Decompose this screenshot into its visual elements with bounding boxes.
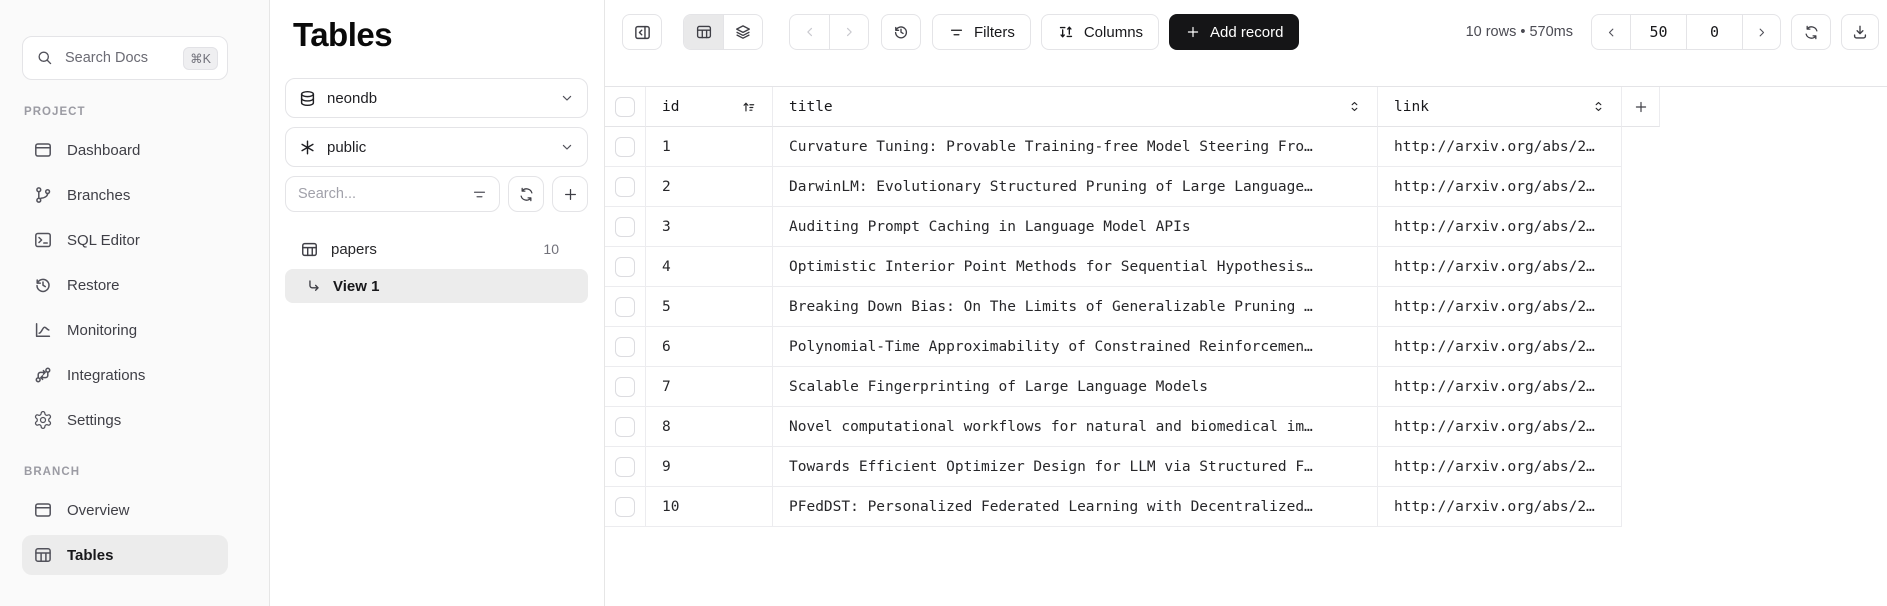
search-docs-label: Search Docs	[65, 50, 149, 66]
cell-link[interactable]: http://arxiv.org/abs/2…	[1378, 487, 1622, 526]
tree-view-label: View 1	[333, 277, 380, 295]
sidebar-item-label: Tables	[67, 546, 114, 564]
filter-lines-icon	[471, 186, 488, 203]
database-icon	[298, 89, 317, 108]
gear-icon	[33, 410, 53, 430]
integrations-icon	[33, 365, 53, 385]
sidebar-item-label: SQL Editor	[67, 231, 140, 249]
header-id-label: id	[662, 98, 680, 115]
toolbar-right	[1466, 14, 1879, 50]
sidebar-item-label: Monitoring	[67, 321, 138, 339]
add-column-button[interactable]	[1622, 87, 1660, 127]
row-checkbox[interactable]	[615, 417, 635, 437]
chevron-down-icon	[559, 139, 575, 155]
sidebar-item-label: Overview	[67, 501, 130, 519]
row-checkbox-cell	[605, 167, 646, 206]
sidebar-item-dashboard[interactable]	[22, 130, 228, 170]
row-checkbox-cell	[605, 487, 646, 526]
sidebar-item-monitoring[interactable]	[22, 310, 228, 350]
grid-header-row	[605, 87, 1887, 127]
table-icon	[33, 545, 53, 565]
nav-forward-button[interactable]	[829, 15, 868, 49]
branch-icon	[33, 185, 53, 205]
grid-body	[605, 127, 1887, 527]
sidebar-item-label: Integrations	[67, 366, 146, 384]
cell-title[interactable]: PFedDST: Personalized Federated Learning with Decentralized…	[773, 487, 1378, 526]
new-table-button[interactable]	[552, 176, 588, 212]
row-checkbox[interactable]	[615, 137, 635, 157]
sidebar-sections	[0, 106, 269, 575]
header-id	[646, 87, 773, 127]
main-content	[605, 0, 1887, 606]
tree-item-papers[interactable]	[285, 232, 588, 266]
table-row[interactable]	[605, 207, 1622, 247]
sort-chevrons-icon[interactable]	[1591, 99, 1606, 114]
refresh-icon	[1803, 24, 1820, 41]
cell-link[interactable]: http://arxiv.org/abs/2…	[1378, 247, 1622, 286]
tree-item-view-1[interactable]	[285, 269, 588, 303]
row-checkbox-cell	[605, 287, 646, 326]
row-checkbox-cell	[605, 207, 646, 246]
row-checkbox[interactable]	[615, 337, 635, 357]
window-icon	[33, 140, 53, 160]
table-row[interactable]	[605, 407, 1622, 447]
plus-icon	[562, 186, 579, 203]
layers-icon	[734, 23, 752, 41]
cell-link[interactable]: http://arxiv.org/abs/2…	[1378, 127, 1622, 166]
app-sidebar	[0, 0, 270, 606]
sidebar-item-overview[interactable]	[22, 490, 228, 530]
cell-id[interactable]: 8	[646, 407, 773, 446]
sidebar-item-integrations[interactable]	[22, 355, 228, 395]
section-label-branch: BRANCH	[24, 466, 81, 478]
chevron-right-icon	[841, 24, 857, 40]
schema-select[interactable]	[285, 127, 588, 167]
cell-title[interactable]: Novel computational workflows for natural and biomedical im…	[773, 407, 1378, 446]
cell-id[interactable]: 1	[646, 127, 773, 166]
row-checkbox-cell	[605, 127, 646, 166]
sidebar-item-sql-editor[interactable]	[22, 220, 228, 260]
header-link-label: link	[1394, 98, 1429, 115]
cell-id[interactable]: 6	[646, 327, 773, 366]
cell-title[interactable]: DarwinLM: Evolutionary Structured Pruning of Large Language…	[773, 167, 1378, 206]
row-checkbox-cell	[605, 327, 646, 366]
refresh-icon	[518, 186, 535, 203]
cell-id[interactable]: 10	[646, 487, 773, 526]
chevron-down-icon	[559, 90, 575, 106]
schema-icon	[298, 138, 317, 157]
table-row[interactable]	[605, 447, 1622, 487]
sidebar-item-branches[interactable]	[22, 175, 228, 215]
header-link	[1378, 87, 1622, 127]
row-checkbox[interactable]	[615, 257, 635, 277]
sidebar-item-restore[interactable]	[22, 265, 228, 305]
grid-view-icon	[695, 23, 713, 41]
row-checkbox[interactable]	[615, 177, 635, 197]
table-search-input[interactable]	[298, 186, 471, 202]
columns-button[interactable]	[1041, 14, 1159, 50]
sidebar-item-label: Restore	[67, 276, 120, 294]
table-row[interactable]	[605, 327, 1622, 367]
sidebar-item-settings[interactable]	[22, 400, 228, 440]
cell-title[interactable]: Curvature Tuning: Provable Training-free Model Steering Fro…	[773, 127, 1378, 166]
sort-ascending-icon[interactable]	[741, 99, 757, 115]
layers-view-toggle[interactable]	[723, 15, 762, 49]
row-checkbox[interactable]	[615, 217, 635, 237]
cell-id[interactable]: 7	[646, 367, 773, 406]
page-next-button[interactable]	[1742, 15, 1780, 49]
header-title-label: title	[789, 98, 833, 115]
database-select-value: neondb	[327, 89, 378, 107]
cell-title[interactable]: Scalable Fingerprinting of Large Language Models	[773, 367, 1378, 406]
cell-id[interactable]: 5	[646, 287, 773, 326]
table-row[interactable]	[605, 367, 1622, 407]
sidebar-item-label: Branches	[67, 186, 131, 204]
history-icon	[892, 23, 910, 41]
chevron-left-icon	[802, 24, 818, 40]
panel-collapse-icon	[633, 23, 652, 42]
database-select[interactable]	[285, 78, 588, 118]
columns-config-icon	[1057, 23, 1075, 41]
row-checkbox[interactable]	[615, 297, 635, 317]
cell-id[interactable]: 3	[646, 207, 773, 246]
table-search-box	[285, 176, 500, 212]
page-prev-button[interactable]	[1592, 15, 1630, 49]
row-checkbox[interactable]	[615, 497, 635, 517]
cell-id[interactable]: 9	[646, 447, 773, 486]
history-nav	[789, 14, 869, 50]
download-button[interactable]	[1841, 14, 1879, 50]
table-row[interactable]	[605, 247, 1622, 287]
sidebar-item-label: Dashboard	[67, 141, 141, 159]
sidebar-item-tables[interactable]	[22, 535, 228, 575]
download-icon	[1851, 23, 1869, 41]
view-mode-switch	[683, 14, 763, 50]
collapse-panel-button[interactable]	[622, 14, 662, 50]
page-size-field[interactable]: 50	[1630, 15, 1686, 49]
search-docs-button[interactable]	[22, 36, 228, 80]
row-checkbox[interactable]	[615, 457, 635, 477]
page-title: Tables	[293, 16, 393, 53]
cell-link[interactable]: http://arxiv.org/abs/2…	[1378, 167, 1622, 206]
cell-id[interactable]: 2	[646, 167, 773, 206]
row-checkbox-cell	[605, 447, 646, 486]
tree-table-label: papers	[331, 240, 377, 258]
cell-link[interactable]: http://arxiv.org/abs/2…	[1378, 327, 1622, 366]
select-all-checkbox[interactable]	[615, 97, 635, 117]
row-checkbox-cell	[605, 367, 646, 406]
window-icon	[33, 500, 53, 520]
cell-link[interactable]: http://arxiv.org/abs/2…	[1378, 367, 1622, 406]
filter-lines-icon	[948, 24, 965, 41]
schema-select-value: public	[327, 138, 367, 156]
corner-down-right-icon	[305, 277, 323, 295]
page-offset-field[interactable]: 0	[1686, 15, 1742, 49]
nav-back-button[interactable]	[790, 15, 829, 49]
plus-icon	[1185, 24, 1201, 40]
header-select-all-cell	[605, 87, 646, 127]
cell-title[interactable]: Optimistic Interior Point Methods for Sequential Hypothesis…	[773, 247, 1378, 286]
table-toolbar	[605, 0, 1887, 86]
history-icon	[33, 275, 53, 295]
table-icon	[300, 240, 319, 259]
cell-link[interactable]: http://arxiv.org/abs/2…	[1378, 407, 1622, 446]
refresh-tables-button[interactable]	[508, 176, 544, 212]
cell-title[interactable]: Towards Efficient Optimizer Design for LLM via Structured F…	[773, 447, 1378, 486]
sort-chevrons-icon[interactable]	[1347, 99, 1362, 114]
cell-title[interactable]: Auditing Prompt Caching in Language Model APIs	[773, 207, 1378, 246]
cell-link[interactable]: http://arxiv.org/abs/2…	[1378, 287, 1622, 326]
cell-link[interactable]: http://arxiv.org/abs/2…	[1378, 207, 1622, 246]
row-checkbox-cell	[605, 247, 646, 286]
table-row[interactable]	[605, 167, 1622, 207]
chevron-left-icon	[1604, 25, 1619, 40]
section-label-project: PROJECT	[24, 106, 86, 118]
header-title	[773, 87, 1378, 127]
table-row[interactable]	[605, 287, 1622, 327]
columns-button-label: Columns	[1083, 23, 1144, 41]
cell-link[interactable]: http://arxiv.org/abs/2…	[1378, 447, 1622, 486]
tree-row-count: 10	[543, 241, 559, 257]
table-row[interactable]	[605, 487, 1622, 527]
pagination-control	[1591, 14, 1781, 50]
sql-icon	[33, 230, 53, 250]
sidebar-item-label: Settings	[67, 411, 122, 429]
cell-title[interactable]: Polynomial-Time Approximability of Constrained Reinforcemen…	[773, 327, 1378, 366]
tree-search-row	[285, 176, 588, 212]
chart-icon	[33, 320, 53, 340]
filters-button[interactable]	[932, 14, 1031, 50]
row-count-status: 10 rows • 570ms	[1465, 24, 1573, 40]
row-checkbox[interactable]	[615, 377, 635, 397]
grid-view-toggle[interactable]	[684, 15, 723, 49]
row-checkbox-cell	[605, 407, 646, 446]
keyboard-shortcut-badge: ⌘K	[183, 47, 218, 70]
cell-title[interactable]: Breaking Down Bias: On The Limits of Generalizable Pruning …	[773, 287, 1378, 326]
add-record-label: Add record	[1210, 23, 1284, 41]
table-row[interactable]	[605, 127, 1622, 167]
chevron-right-icon	[1754, 25, 1769, 40]
query-history-button[interactable]	[881, 14, 921, 50]
add-record-button[interactable]	[1169, 14, 1299, 50]
search-icon	[36, 49, 54, 67]
cell-id[interactable]: 4	[646, 247, 773, 286]
plus-icon	[1633, 99, 1649, 115]
tables-panel	[270, 0, 605, 606]
data-grid	[605, 86, 1887, 606]
refresh-data-button[interactable]	[1791, 14, 1831, 50]
filters-button-label: Filters	[974, 23, 1015, 41]
